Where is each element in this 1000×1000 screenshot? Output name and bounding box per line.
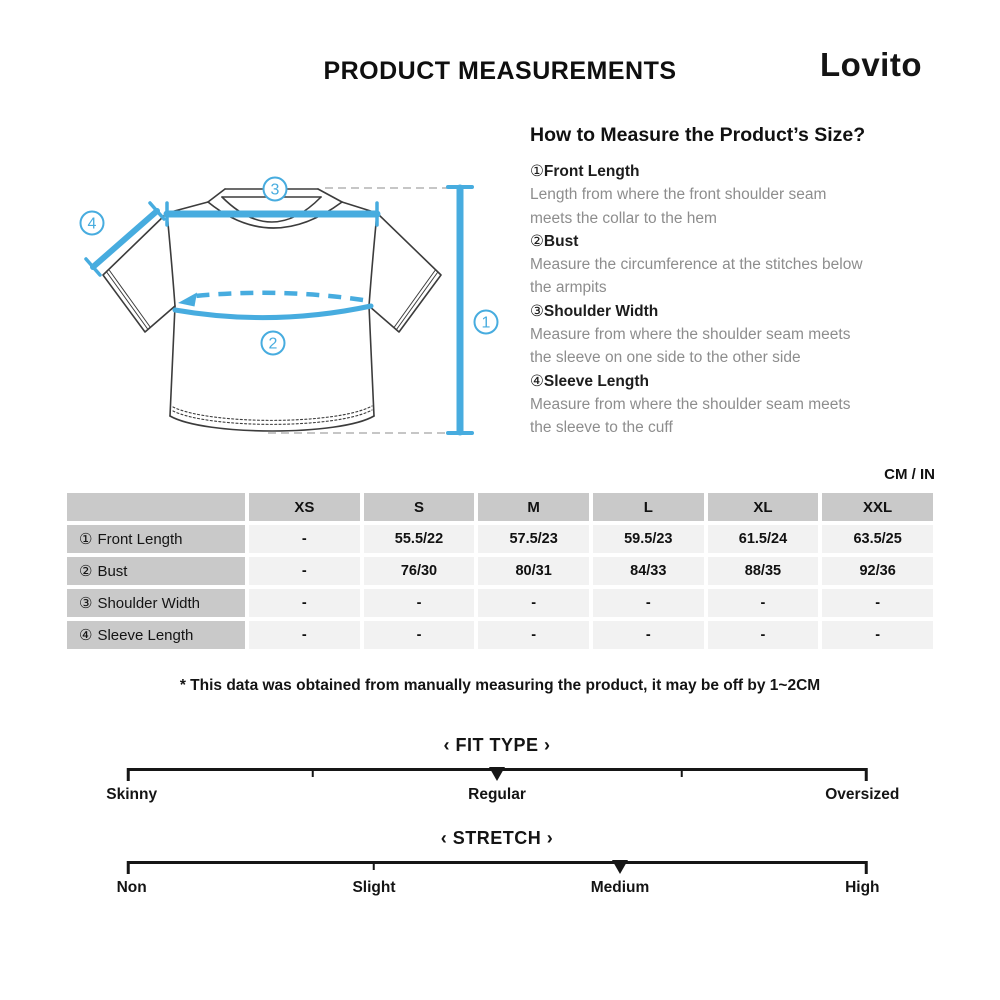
stretch-marker-icon [612,860,628,874]
measurement-disclaimer: * This data was obtained from manually measuring the product, it may be off by 1~2CM [179,677,821,694]
measure-item-desc: Length from where the front shoulder seam [530,186,827,204]
size-column-header: XS [249,493,360,521]
table-cell: - [249,589,360,617]
stretch-scale [116,828,880,899]
circled-number: ② [530,232,544,250]
fit-type-label-skinny: Skinny [106,785,158,803]
size-table-header-row [67,493,933,521]
stretch-label-non: Non [116,878,147,896]
circled-number: ① [530,163,544,180]
table-cell: - [822,589,933,617]
table-cell: 92/36 [822,557,933,585]
stretch-label-high: High [845,878,880,896]
measure-item-shoulder-width [530,300,910,323]
tick [373,861,376,870]
measure-item-bust [530,230,910,253]
row-label-bust: ② Bust [67,557,245,585]
fit-type-scale [106,735,900,806]
table-row [67,557,933,585]
table-cell: - [249,557,360,585]
front-length-measure [448,187,472,433]
table-cell: 59.5/23 [593,525,704,553]
svg-text:4: 4 [87,215,97,233]
stretch-label-slight: Slight [352,878,396,896]
tshirt-diagram-svg [55,145,515,475]
size-column-header: XXL [822,493,933,521]
brand-logo: Lovito [820,46,922,83]
row-label-sleeve-length: ④ Sleeve Length [67,621,245,649]
table-cell: 55.5/22 [364,525,475,553]
svg-text:3: 3 [270,181,280,199]
unit-label: CM / IN [884,466,935,483]
table-cell: 88/35 [708,557,819,585]
size-column-header: L [593,493,704,521]
callout-2 [262,332,285,355]
callout-1 [475,311,498,334]
table-cell: 63.5/25 [822,525,933,553]
callout-3 [264,178,287,201]
circled-number: ③ [530,302,544,320]
measure-item-desc: Measure from where the shoulder seam meets [530,326,851,344]
measure-item-desc: the armpits [530,279,607,297]
tick [127,768,130,781]
table-cell: - [593,621,704,649]
measure-item-desc: the sleeve to the cuff [530,419,673,437]
stretch-axis [128,861,866,864]
measure-item-sleeve-length [530,370,910,393]
fit-type-axis [128,768,866,771]
table-cell: 57.5/23 [478,525,589,553]
tshirt-measurement-diagram [55,145,515,475]
table-cell: 76/30 [364,557,475,585]
table-cell: - [364,621,475,649]
page-title: PRODUCT MEASUREMENTS [323,57,677,85]
size-column-header: M [478,493,589,521]
table-cell: - [478,589,589,617]
measure-item-label: Bust [543,232,579,250]
table-cell: - [708,621,819,649]
table-row [67,589,933,617]
tick [311,768,314,777]
measure-item-label: Front Length [543,163,640,180]
measure-item-desc: the sleeve on one side to the other side [530,349,801,367]
table-row [67,525,933,553]
row-label-shoulder-width: ③ Shoulder Width [67,589,245,617]
circled-number: ④ [530,372,544,390]
table-corner-cell [67,493,245,521]
table-cell: - [249,621,360,649]
svg-text:2: 2 [268,335,278,353]
measure-item-desc: Measure from where the shoulder seam meets [530,395,851,413]
measure-item-desc: Measure the circumference at the stitches below [530,256,863,274]
tick [865,768,868,781]
table-cell: 80/31 [478,557,589,585]
table-cell: - [593,589,704,617]
how-to-measure-heading: How to Measure the Product’s Size? [530,124,866,146]
svg-text:1: 1 [481,314,491,332]
how-to-measure-section [530,124,910,440]
table-cell: - [478,621,589,649]
table-cell: - [249,525,360,553]
fit-type-label-oversized: Oversized [825,785,900,803]
row-label-front-length: ① Front Length [67,525,245,553]
table-cell: 84/33 [593,557,704,585]
fit-type-marker-icon [489,767,505,781]
callout-4 [81,212,104,235]
table-cell: - [822,621,933,649]
measure-item-desc: meets the collar to the hem [530,209,717,227]
table-cell: - [364,589,475,617]
size-table [63,489,937,653]
measure-item-label: Sleeve Length [543,372,649,390]
tick [680,768,683,777]
stretch-title: ‹ STRETCH › [440,828,554,848]
stretch-label-medium: Medium [590,878,650,896]
size-column-header: S [364,493,475,521]
size-column-header: XL [708,493,819,521]
table-cell: - [708,589,819,617]
fit-type-title: ‹ FIT TYPE › [443,735,551,755]
tick [127,861,130,874]
table-cell: 61.5/24 [708,525,819,553]
measure-item-front-length [530,160,910,183]
measure-item-label: Shoulder Width [543,302,659,320]
tick [865,861,868,874]
table-row [67,621,933,649]
fit-type-label-regular: Regular [468,785,526,803]
